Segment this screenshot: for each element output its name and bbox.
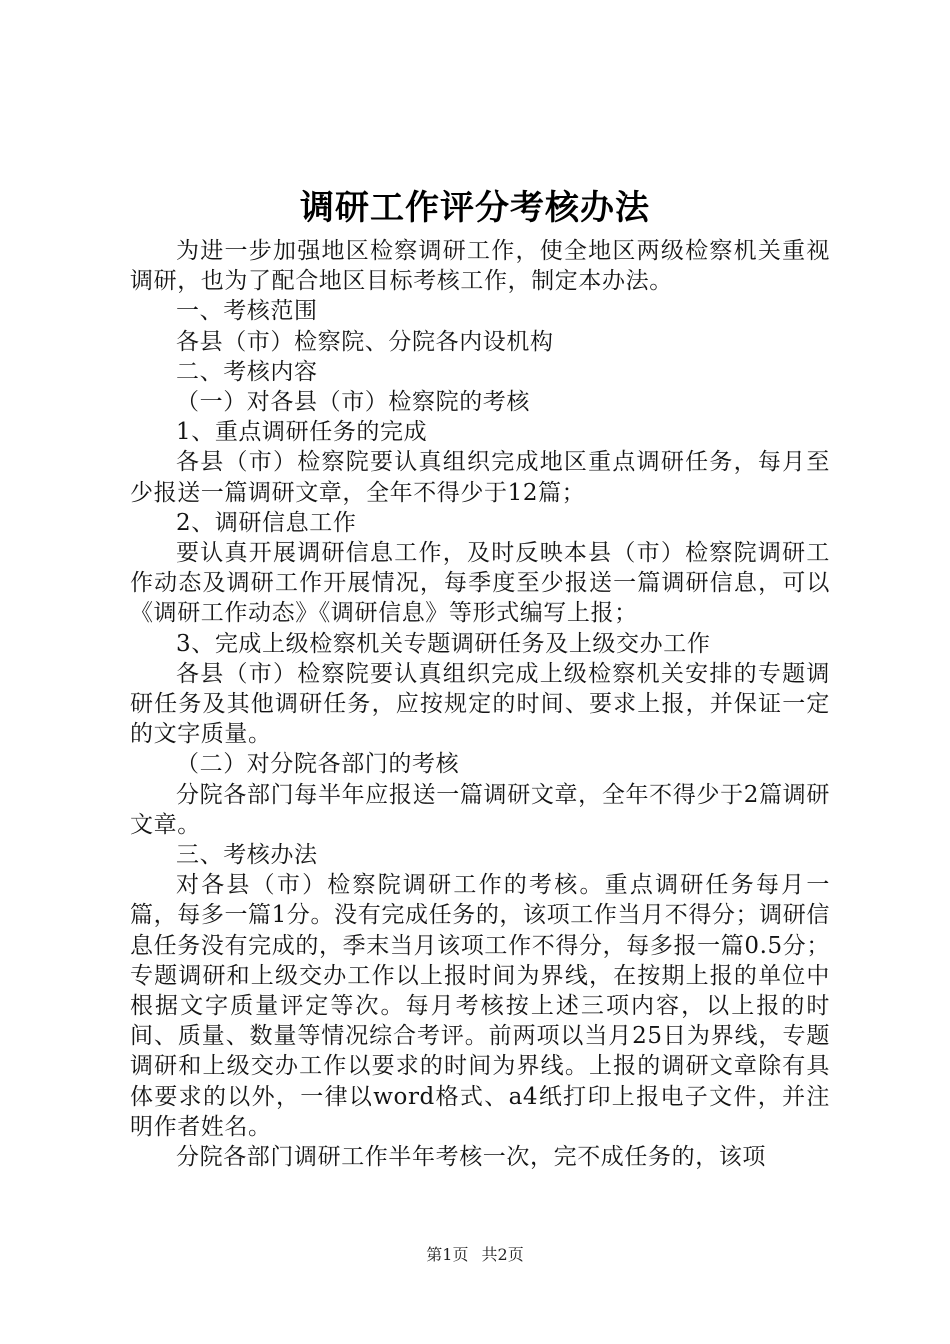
paragraph-key-research: 各县（市）检察院要认真组织完成地区重点调研任务，每月至少报送一篇调研文章，全年不得少于12篇；	[130, 449, 830, 506]
paragraph-special-research: 各县（市）检察院要认真组织完成上级检察机关安排的专题调研任务及其他调研任务，应按规定的时间、要求上报，并保证一定的文字质量。	[130, 660, 830, 748]
paragraph-branch-review: 分院各部门调研工作半年考核一次，完不成任务的，该项	[176, 1144, 766, 1171]
item-research-info: 2、调研信息工作	[176, 509, 357, 536]
paragraph-scope: 各县（市）检察院、分院各内设机构	[176, 328, 554, 355]
subheading-county: （一）对各县（市）检察院的考核	[176, 389, 530, 416]
heading-method: 三、考核办法	[176, 842, 318, 869]
document-title: 调研工作评分考核办法	[300, 188, 650, 228]
page-footer	[0, 1244, 950, 1266]
heading-content: 二、考核内容	[176, 358, 318, 385]
subheading-branch: （二）对分院各部门的考核	[176, 751, 460, 778]
paragraph-branch: 分院各部门每半年应报送一篇调研文章，全年不得少于2篇调研文章。	[130, 781, 830, 838]
paragraph-research-info: 要认真开展调研信息工作，及时反映本县（市）检察院调研工作动态及调研工作开展情况，每季度至少报送一篇调研信息，可以《调研工作动态》《调研信息》等形式编写上报；	[130, 540, 830, 627]
page-number: 第1页	[426, 1245, 469, 1264]
page-total: 共2页	[481, 1245, 524, 1264]
paragraph-method: 对各县（市）检察院调研工作的考核。重点调研任务每月一篇，每多一篇1分。没有完成任务的，该项工作当月不得分；调研信息任务没有完成的，季末当月该项工作不得分，每多报一篇0.5分；专题调研和上级交办工作以上报时间为界线，在按期上报的单位中根据文字质量评定等次。每月考核按上述三项内容，以上报的时间、质量、数量等情况综合考评。前两项以当月25日为界线，专题调研和上级交办工作以要求的时间为界线。上报的调研文章除有具体要求的以外，一律以word格式、a4纸打印上报电子文件，并注明作者姓名。	[130, 872, 830, 1140]
document-body	[130, 236, 830, 1172]
item-special-research: 3、完成上级检察机关专题调研任务及上级交办工作	[176, 630, 711, 657]
heading-scope: 一、考核范围	[176, 298, 318, 325]
paragraph-intro: 为进一步加强地区检察调研工作，使全地区两级检察机关重视调研，也为了配合地区目标考核工作，制定本办法。	[130, 238, 830, 295]
item-key-research: 1、重点调研任务的完成	[176, 419, 428, 446]
